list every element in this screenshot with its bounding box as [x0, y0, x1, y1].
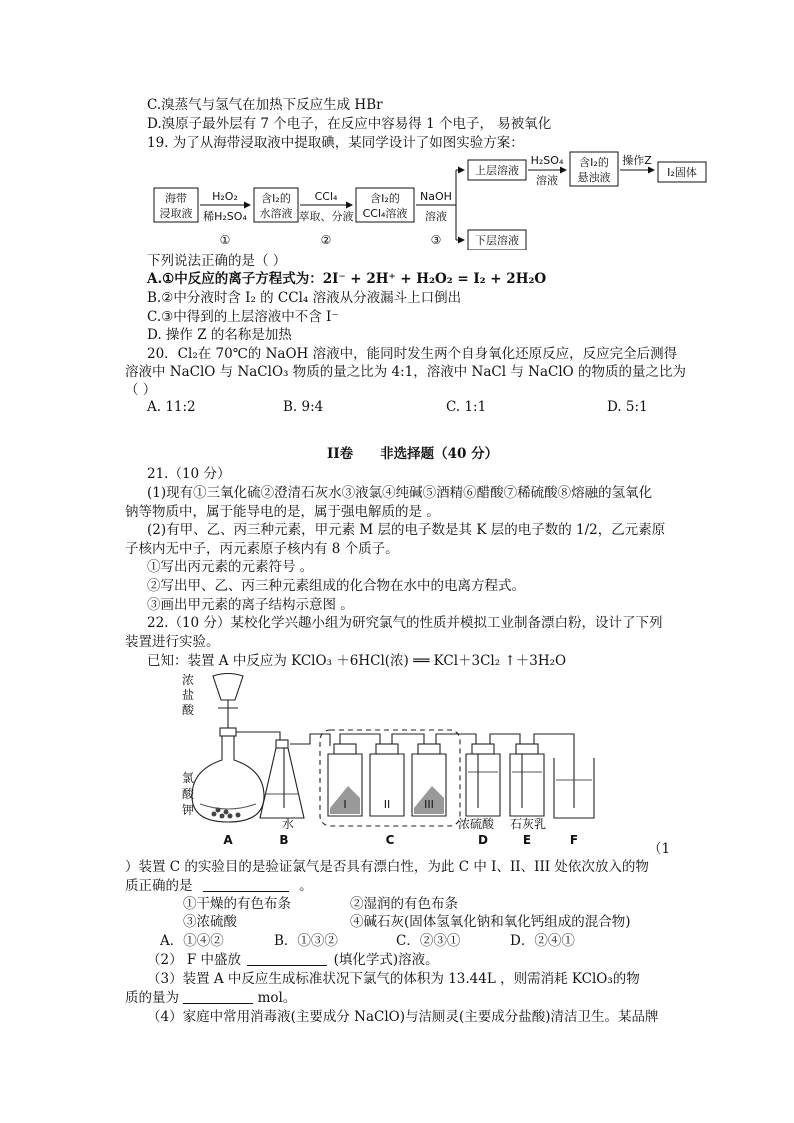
q21-sub: ③画出甲元素的离子结构示意图 。 — [147, 597, 354, 613]
flask-b — [260, 748, 304, 818]
section-title: II卷 非选择题（40 分） — [327, 446, 499, 462]
q22-q1: ）装置 C 的实验目的是验证氯气是否具有漂白性，为此 C 中 I、II、III 处依次放入的物 — [125, 859, 649, 875]
q22-q3-unit: mol。 — [257, 990, 297, 1006]
q22-q1-text: 质正确的是 — [125, 878, 193, 894]
q20-option-c: C. 1:1 — [446, 399, 487, 415]
answer-blank — [247, 951, 327, 966]
q19-option-c: C.③中得到的上层溶液中不含 I⁻ — [147, 309, 339, 325]
label-bottle-ii: II — [383, 798, 391, 811]
flow-step: ③ — [430, 233, 442, 247]
q20-option-d: D. 5:1 — [607, 399, 648, 415]
label-acid: 浓 — [181, 673, 195, 687]
flow-label: 含I₂的 — [579, 156, 609, 169]
q22-choice-b: B．①③② — [274, 933, 338, 949]
flow-label: 水溶液 — [259, 207, 293, 220]
flow-label: H₂SO₄ — [530, 154, 564, 167]
flow-label: 上层溶液 — [475, 164, 519, 177]
flow-label: CCl₄溶液 — [362, 207, 408, 220]
funnel — [213, 674, 243, 701]
q22-q1-end: 。 — [299, 878, 313, 894]
q19-option-d: D. 操作 Z 的名称是加热 — [147, 327, 292, 343]
flow-label: CCl₄ — [314, 190, 338, 203]
q22-q4: （4）家庭中常用消毒液(主要成分 NaClO)与洁厕灵(主要成分盐酸)清洁卫生。某品牌 — [147, 1009, 659, 1025]
flow-label: 含I₂的 — [261, 192, 291, 205]
label-f: F — [569, 833, 579, 847]
flow-label: 溶液 — [425, 210, 447, 223]
q19-option-a: A.①中反应的离子方程式为：2I⁻ + 2H⁺ + H₂O₂ = I₂ + 2H₂O — [147, 271, 547, 287]
q22-text: 22.（10 分）某校化学兴趣小组为研究氯气的性质并模拟工业制备漂白粉，设计了下列 — [147, 615, 663, 631]
q22-text: 装置进行实验。 — [125, 634, 220, 650]
label-limewater: 石灰乳 — [509, 817, 547, 831]
flow-label: 含I₂的 — [370, 192, 400, 205]
q18-option-c: C.溴蒸气与氢气在加热下反应生成 HBr — [147, 97, 383, 113]
q22-opt: ④碱石灰(固体氢氧化钠和氧化钙组成的混合物) — [350, 914, 631, 930]
flow-label: I₂固体 — [667, 166, 697, 179]
q19-stem: 19. 为了从海带浸取液中提取碘，某同学设计了如图实验方案： — [147, 135, 524, 151]
label-bottle-i: I — [343, 798, 347, 811]
label-kclo3: 钾 — [181, 803, 195, 817]
q19-option-b: B.②中分液时含 I₂ 的 CCl₄ 溶液从分液漏斗上口倒出 — [147, 290, 462, 306]
q22-opt: ③浓硫酸 — [183, 914, 237, 930]
q22-q1 — [125, 877, 313, 895]
flow-label: 溶液 — [536, 174, 558, 187]
answer-blank — [203, 877, 289, 892]
flow-label: 海带 — [165, 192, 187, 205]
q22-q2 — [147, 951, 439, 969]
q22-q3-text: 质的量为 — [125, 990, 179, 1006]
label-kclo3: 氯 — [181, 771, 195, 785]
q21-sub: ①写出丙元素的元素符号 。 — [147, 559, 314, 575]
flow-step: ② — [320, 233, 332, 247]
q21-text: (1)现有①三氧化硫②澄清石灰水③液氯④纯碱⑤酒精⑥醋酸⑦稀硫酸⑧熔融的氢氧化 — [147, 485, 653, 501]
q19-prompt: 下列说法正确的是（ ） — [147, 253, 287, 269]
q21-text: (2)有甲、乙、丙三种元素，甲元素 M 层的电子数是其 K 层的电子数的 1/2，乙元素原 — [147, 522, 666, 538]
q22-choice-c: C．②③① — [396, 933, 461, 949]
flow-label: 下层溶液 — [475, 234, 519, 247]
label-a: A — [223, 833, 233, 847]
label-water: 水 — [281, 817, 295, 831]
label-acid: 盐 — [181, 688, 195, 702]
flow-label: NaOH — [420, 190, 452, 203]
answer-blank — [183, 989, 253, 1004]
label-c: C — [385, 833, 395, 847]
q19-flow-diagram — [150, 150, 710, 250]
q20-line: （ ） — [125, 382, 157, 398]
q21-text: 子核内无中子，丙元素原子核内有 8 个质子。 — [125, 541, 399, 557]
flow-step: ① — [219, 233, 231, 247]
flow-label: 浸取液 — [159, 207, 193, 220]
label-b: B — [279, 833, 289, 847]
q22-q3 — [125, 989, 296, 1007]
q20-line: 20．Cl₂在 70℃的 NaOH 溶液中，能同时发生两个自身氧化还原反应，反应完全后测得 — [147, 346, 678, 362]
label-h2so4: 浓硫酸 — [457, 817, 495, 831]
flow-label: 悬浊液 — [577, 171, 611, 184]
apparatus-diagram — [180, 668, 600, 848]
q22-q2-end: (填化学式)溶液。 — [333, 952, 439, 968]
label-kclo3: 酸 — [181, 787, 195, 801]
q21-text: 钠等物质中，属于能导电的是，属于强电解质的是 。 — [125, 504, 440, 520]
q22-choice-d: D．②④① — [510, 933, 575, 949]
q21-head: 21.（10 分） — [147, 466, 231, 482]
label-e: E — [522, 833, 532, 847]
q20-option-b: B. 9:4 — [283, 399, 324, 415]
q22-q3: （3）装置 A 中反应生成标准状况下氯气的体积为 13.44L ，则需消耗 KClO₃的物 — [147, 971, 640, 987]
q18-option-d: D.溴原子最外层有 7 个电子，在反应中容易得 1 个电子， 易被氧化 — [147, 116, 552, 132]
flow-label: 稀H₂SO₄ — [203, 210, 247, 223]
q21-sub: ②写出甲、乙、丙三种元素组成的化合物在水中的电离方程式。 — [147, 578, 525, 594]
q20-option-a: A. 11:2 — [147, 399, 196, 415]
flow-label: 萃取、分液 — [298, 210, 354, 223]
label-bottle-iii: III — [424, 798, 434, 811]
q22-known: 已知：装置 A 中反应为 KClO₃ ＋6HCl(浓) ══ KCl＋3Cl₂ ↑＋3H₂O — [147, 653, 567, 669]
q20-line: 溶液中 NaClO 与 NaClO₃ 物质的量之比为 4:1，溶液中 NaCl 与 NaClO 的物质的量之比为 — [125, 364, 686, 380]
label-acid: 酸 — [181, 703, 195, 717]
label-d: D — [478, 833, 488, 847]
q22-opt: ①干燥的有色布条 — [183, 896, 291, 912]
q22-opt: ②湿润的有色布条 — [350, 896, 458, 912]
q22-q2-text: （2） F 中盛放 — [147, 952, 242, 968]
q22-sub-number: （1 — [648, 841, 671, 857]
q22-choice-a: A．①④② — [160, 933, 224, 949]
flow-label: H₂O₂ — [212, 190, 238, 203]
flow-label: 操作Z — [622, 154, 652, 167]
